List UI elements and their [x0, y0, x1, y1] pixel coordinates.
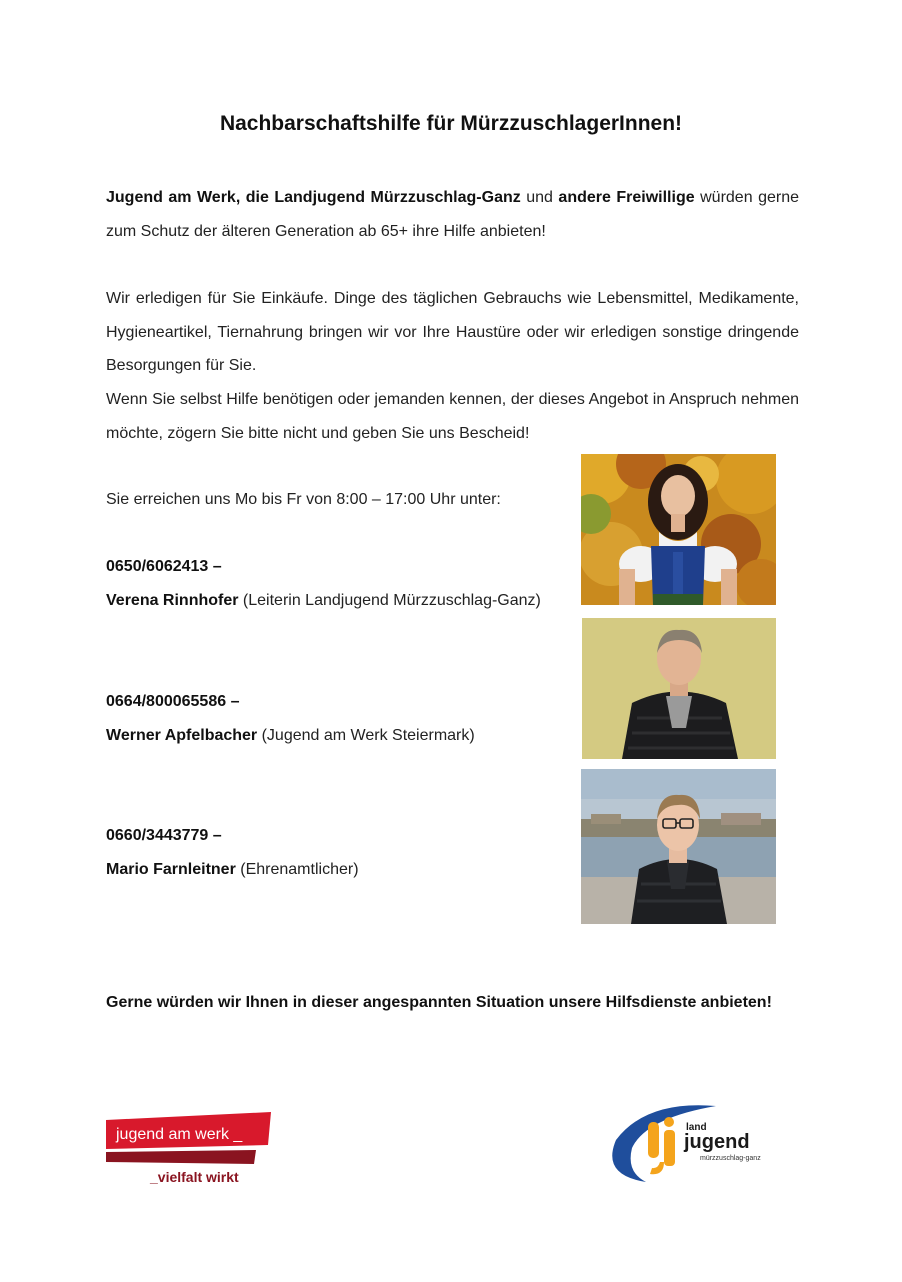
closing-statement: Gerne würden wir Ihnen in dieser angespannten Situation unsere Hilfsdienste anbieten! [106, 994, 772, 1011]
request-paragraph: Wenn Sie selbst Hilfe benötigen oder jemanden kennen, der dieses Angebot in Anspruch nehmen möchte, zögern Sie bitte nicht und geben Sie uns Bescheid! [106, 391, 799, 442]
office-hours: Sie erreichen uns Mo bis Fr von 8:00 – 17:00 Uhr unter: [106, 491, 501, 508]
intro-organisations: Jugend am Werk, die Landjugend Mürzzuschlag-Ganz [106, 189, 521, 206]
svg-text:mürzzuschlag-ganz: mürzzuschlag-ganz [700, 1155, 761, 1162]
page-title: Nachbarschaftshilfe für MürzzuschlagerInnen! [219, 112, 683, 135]
contact-photo-mario [581, 769, 776, 924]
contact-person: Werner Apfelbacher (Jugend am Werk Steiermark) [106, 727, 475, 744]
contact-photo-werner [582, 618, 776, 759]
landjugend-logo [606, 1100, 776, 1186]
svg-text:_vielfalt wirkt: _vielfalt wirkt [150, 1169, 239, 1185]
jugend-am-werk-logo [106, 1112, 276, 1188]
intro-paragraph: Jugend am Werk, die Landjugend Mürzzuschlag-Ganz und andere Freiwillige würden gerne zum Schutz der älteren Generation ab 65+ ihre Hilfe anbieten! [106, 189, 799, 240]
contact-person: Verena Rinnhofer (Leiterin Landjugend Mürzzuschlag-Ganz) [106, 592, 541, 609]
contact-phone: 0650/6062413 – [106, 558, 222, 575]
svg-text:jugend: jugend [684, 1131, 750, 1153]
contact-person: Mario Farnleitner (Ehrenamtlicher) [106, 861, 359, 878]
intro-volunteers: andere Freiwillige [558, 189, 695, 206]
contact-phone: 0664/800065586 – [106, 693, 240, 710]
svg-text:land: land [686, 1122, 707, 1133]
contact-phone: 0660/3443779 – [106, 827, 222, 844]
services-paragraph: Wir erledigen für Sie Einkäufe. Dinge des täglichen Gebrauchs wie Lebensmittel, Medikamente, Hygieneartikel, Tiernahrung bringen wir vor Ihre Haustüre oder wir erledigen sonstige dringende Besorgungen für Sie. [106, 290, 799, 374]
contact-photo-verena [581, 454, 776, 605]
svg-text:jugend am werk _: jugend am werk _ [116, 1126, 243, 1143]
